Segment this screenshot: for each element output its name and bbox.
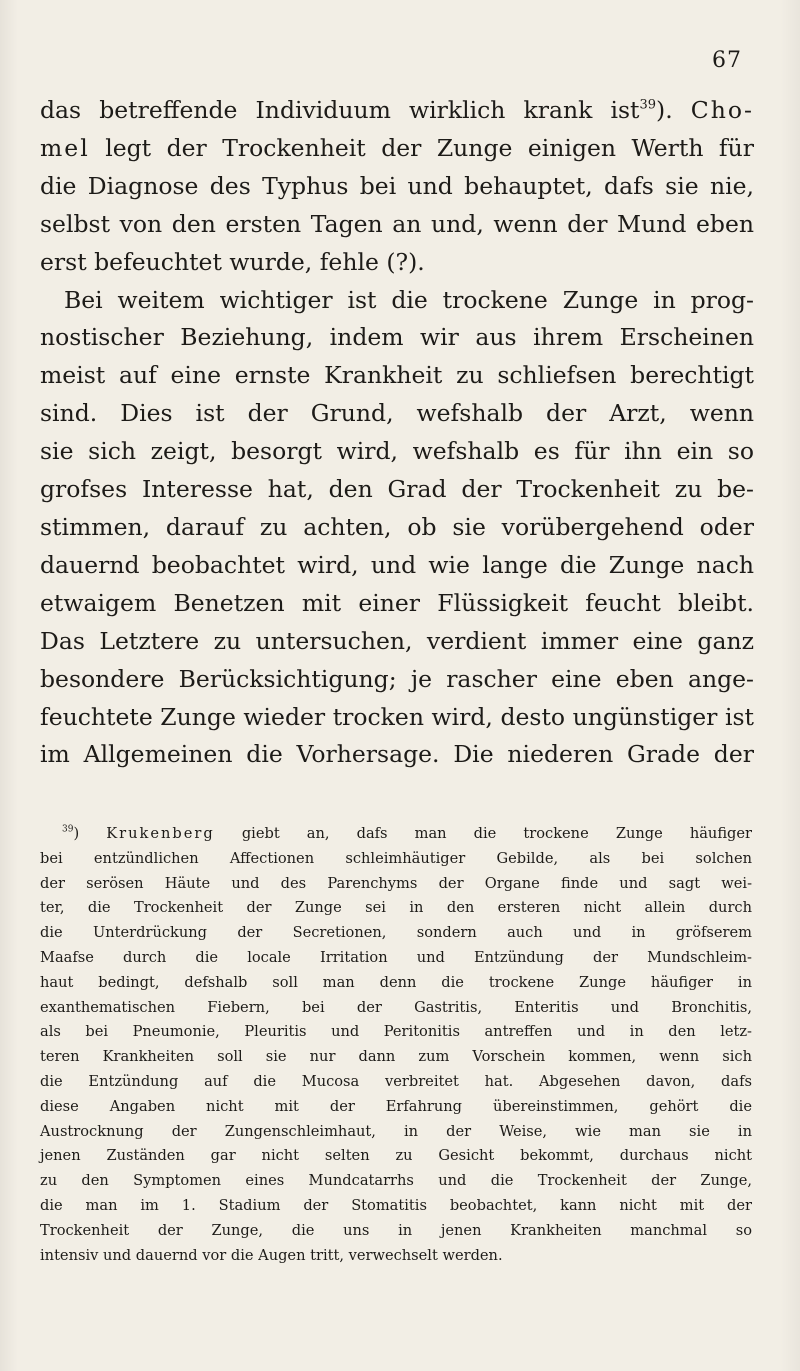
- text-line: erst befeuchtet wurde, fehle (?).: [40, 247, 425, 276]
- page-number: 67: [712, 48, 742, 73]
- footnote-line: bei entzündlichen Affectionen schleimhäutiger Gebilde, als bei solchen: [40, 849, 752, 867]
- footnote-line: die Entzündung auf die Mucosa verbreitet hat. Abgesehen davon, dafs: [40, 1072, 752, 1090]
- text-line: Das Letztere zu untersuchen, verdient immer eine ganz: [40, 626, 754, 655]
- text-line: feuchtete Zunge wieder trocken wird, desto ungünstiger ist: [40, 702, 754, 731]
- footnote-line: Trockenheit der Zunge, die uns in jenen Krankheiten manchmal so: [40, 1221, 752, 1239]
- footnote-ref: 39: [639, 97, 657, 113]
- text-line: dauernd beobachtet wird, und wie lange die Zunge nach: [40, 550, 754, 579]
- text-line: mel legt der Trockenheit der Zunge einigen Werth für: [40, 133, 754, 162]
- footnote-line: die Unterdrückung der Secretionen, sondern auch und in gröfserem: [40, 924, 752, 942]
- text-line: selbst von den ersten Tagen an und, wenn der Mund eben: [40, 209, 754, 238]
- footnote-line: zu den Symptomen eines Mundcatarrhs und die Trockenheit der Zunge,: [40, 1172, 752, 1190]
- footnote-line: haut bedingt, defshalb soll man denn die trockene Zunge häufiger in: [40, 973, 752, 991]
- text-line: meist auf eine ernste Krankheit zu schliefsen berechtigt: [40, 361, 754, 390]
- text-line: nostischer Beziehung, indem wir aus ihrem Erscheinen: [40, 323, 754, 352]
- footnote-line: Austrocknung der Zungenschleimhaut, in der Weise, wie man sie in: [40, 1122, 752, 1140]
- footnote-line: diese Angaben nicht mit der Erfahrung übereinstimmen, gehört die: [40, 1097, 752, 1115]
- footnote-line: die man im 1. Stadium der Stomatitis beobachtet, kann nicht mit der: [40, 1196, 752, 1214]
- text-line: sie sich zeigt, besorgt wird, wefshalb es für ihn ein so: [40, 437, 754, 466]
- footnote-line: $^{39}$) Krukenberg giebt an, dafs man die trockene Zunge häufiger: [62, 824, 753, 842]
- footnote-line: jenen Zuständen gar nicht selten zu Gesicht bekommt, durchaus nicht: [40, 1147, 752, 1165]
- text-line: das betreffende Individuum wirklich krank ist$^{39}$). Cho-: [40, 96, 754, 124]
- footnote-line: als bei Pneumonie, Pleuritis und Peritonitis antreffen und in den letz-: [40, 1023, 752, 1041]
- footnote-line: der serösen Häute und des Parenchyms der Organe finde und sagt wei-: [40, 874, 752, 892]
- footnote-author: Krukenberg: [106, 825, 215, 842]
- footnote-line: intensiv und dauernd vor die Augen tritt, verwechselt werden.: [40, 1246, 503, 1264]
- text-line: besondere Berücksichtigung; je rascher eine eben ange-: [40, 664, 754, 693]
- paragraph-start-line: Bei weitem wichtiger ist die trockene Zunge in prog-: [64, 285, 754, 314]
- footnote-line: exanthematischen Fiebern, bei der Gastritis, Enteritis und Bronchitis,: [40, 998, 752, 1016]
- footnote-line: Maafse durch die locale Irritation und Entzündung der Mundschleim-: [40, 948, 752, 966]
- text-line: grofses Interesse hat, den Grad der Trockenheit zu be-: [40, 475, 754, 504]
- text-line: im Allgemeinen die Vorhersage. Die niederen Grade der: [40, 740, 754, 769]
- text-line: etwaigem Benetzen mit einer Flüssigkeit feucht bleibt.: [40, 588, 754, 617]
- footnote-marker: 39: [62, 824, 74, 835]
- text-line: die Diagnose des Typhus bei und behauptet, dafs sie nie,: [40, 171, 754, 200]
- text-line: stimmen, darauf zu achten, ob sie vorübergehend oder: [40, 512, 754, 541]
- footnote-line: ter, die Trockenheit der Zunge sei in den ersteren nicht allein durch: [40, 899, 752, 917]
- footnote-line: teren Krankheiten soll sie nur dann zum Vorschein kommen, wenn sich: [40, 1048, 752, 1066]
- author-name: Cho-: [690, 96, 754, 124]
- author-name: mel: [40, 133, 90, 162]
- main-text: [40, 92, 754, 774]
- text-line: sind. Dies ist der Grund, wefshalb der Arzt, wenn: [40, 399, 754, 428]
- footnote: [40, 822, 752, 1268]
